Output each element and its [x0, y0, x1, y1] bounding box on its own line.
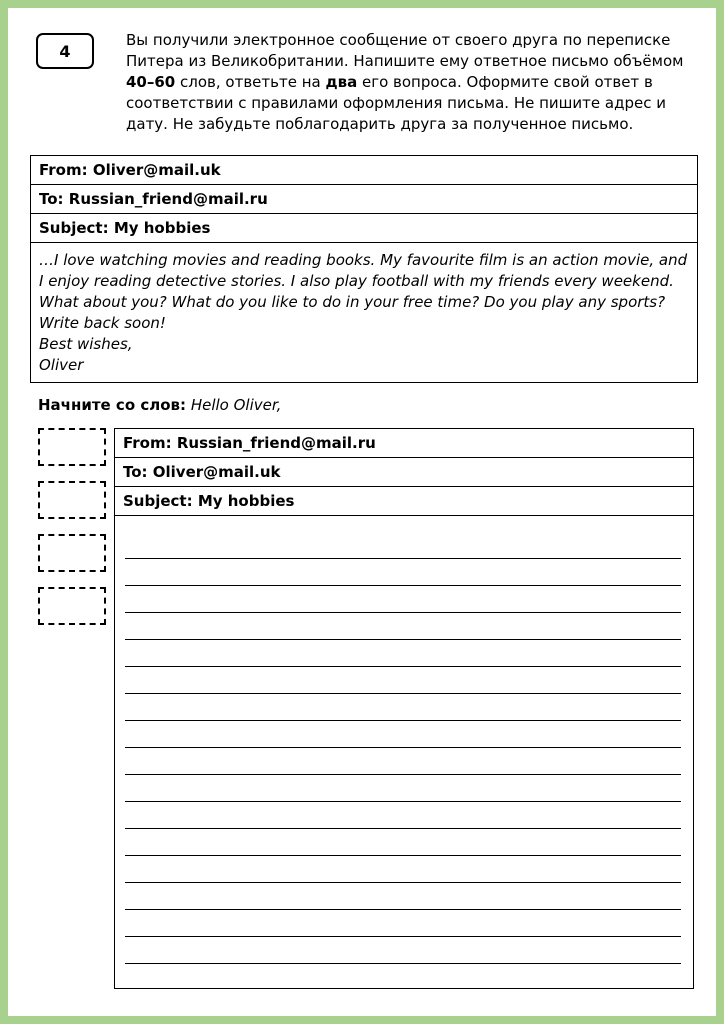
mark-box: [38, 534, 106, 572]
writing-line[interactable]: [125, 559, 681, 586]
task-number: 4: [59, 41, 71, 61]
received-email-subject: Subject: My hobbies: [31, 214, 697, 243]
task-header: [30, 30, 694, 135]
email-body-write-back: Write back soon!: [39, 314, 166, 332]
email-body-paragraph: …I love watching movies and reading books. My favourite film is an action movie, and I enjoy reading detective stories. I also play football with my friends every weekend. What about you? What do you like to do in your free time? Do you play any sports?: [39, 251, 688, 311]
writing-area[interactable]: [115, 516, 693, 988]
writing-line[interactable]: [125, 532, 681, 559]
writing-line[interactable]: [125, 775, 681, 802]
writing-line[interactable]: [125, 829, 681, 856]
writing-line[interactable]: [125, 694, 681, 721]
reply-email-to: To: Oliver@mail.uk: [115, 458, 693, 487]
start-prompt: [30, 396, 694, 414]
mark-boxes: [30, 428, 114, 989]
start-prompt-value: Hello Oliver,: [190, 396, 282, 414]
reply-email-from: From: Russian_friend@mail.ru: [115, 429, 693, 458]
writing-line[interactable]: [125, 613, 681, 640]
received-email-table: [30, 155, 698, 383]
received-email-from: From: Oliver@mail.uk: [31, 156, 697, 185]
mark-box: [38, 481, 106, 519]
reply-email-form: [114, 428, 694, 989]
writing-line[interactable]: [125, 910, 681, 937]
answer-section: [30, 428, 694, 989]
received-email-body: [31, 243, 697, 382]
writing-line[interactable]: [125, 721, 681, 748]
instructions-bold-wordcount: 40–60: [126, 73, 176, 91]
email-signature: Oliver: [39, 356, 84, 374]
instructions-part1: Вы получили электронное сообщение от своего друга по переписке Питера из Великобритании. Напишите ему ответное письмо объёмом: [126, 31, 684, 70]
received-email-to: To: Russian_friend@mail.ru: [31, 185, 697, 214]
email-closing: Best wishes,: [39, 335, 133, 353]
task-instructions: [126, 30, 692, 135]
instructions-bold-two: два: [325, 73, 358, 91]
writing-line[interactable]: [125, 802, 681, 829]
writing-line[interactable]: [125, 937, 681, 964]
reply-email-subject: Subject: My hobbies: [115, 487, 693, 516]
instructions-part2: слов, ответьте на: [175, 73, 326, 91]
instructions-part3: его вопроса. Оформите свой ответ в соответствии с правилами оформления письма. Не пишите адрес и дату. Не забудьте поблагодарить друга за полученное письмо.: [126, 73, 666, 133]
writing-line[interactable]: [125, 883, 681, 910]
mark-box: [38, 428, 106, 466]
writing-line[interactable]: [125, 856, 681, 883]
writing-line[interactable]: [125, 640, 681, 667]
writing-line[interactable]: [125, 667, 681, 694]
start-prompt-label: Начните со слов:: [38, 396, 187, 414]
writing-line[interactable]: [125, 748, 681, 775]
writing-line[interactable]: [125, 586, 681, 613]
mark-box: [38, 587, 106, 625]
task-number-box: [36, 33, 94, 69]
